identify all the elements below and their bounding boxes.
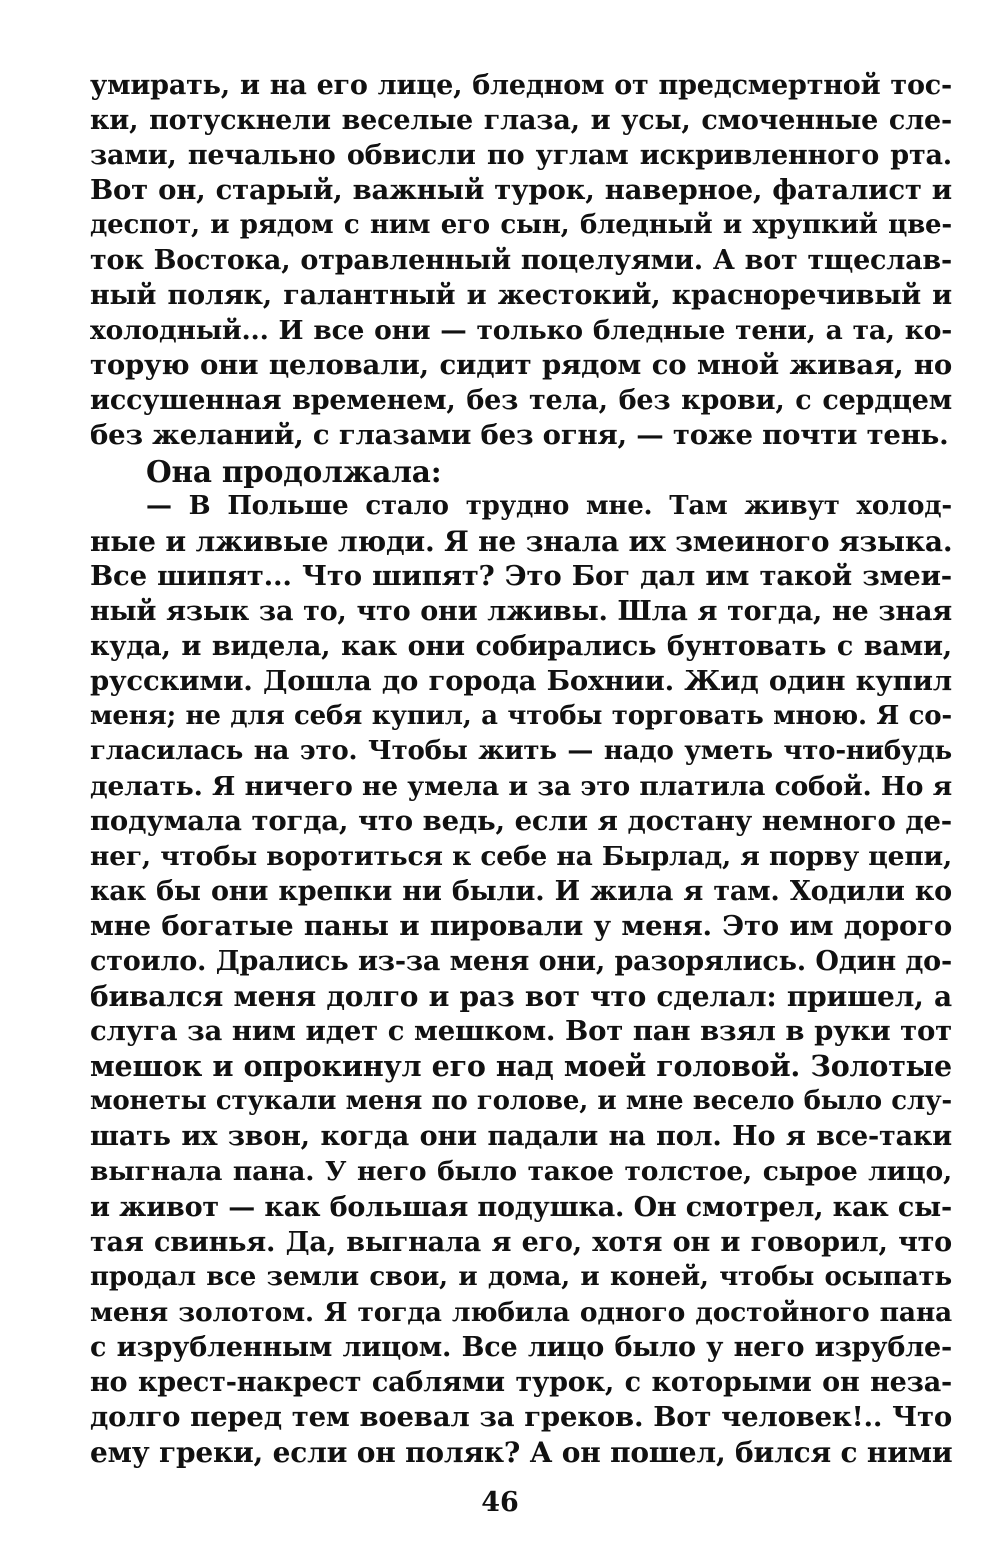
text-line: продал все земли свои, и дома, и коней, чтобы осыпать (90, 1261, 952, 1292)
text-line: без желаний, с глазами без огня, — тоже почти тень. (90, 419, 949, 452)
text-line: и живот — как большая подушка. Он смотрел, как сы- (90, 1191, 952, 1223)
text-line: холодный... И все они — только бледные тени, а та, ко- (90, 315, 952, 347)
text-line: Все шипят... Что шипят? Это Бог дал им такой змеи- (90, 559, 952, 592)
text-line: шать их звон, когда они падали на пол. Но я все-таки (90, 1121, 952, 1153)
text-line: русскими. Дошла до города Бохнии. Жид один купил (90, 664, 952, 697)
text-line: умирать, и на его лице, бледном от предсмертной тос- (90, 70, 952, 101)
text-line: монеты стукали меня по голове, и мне весело было слу- (90, 1086, 952, 1117)
text-line: куда, и видела, как они собирались бунтовать с вами, (90, 630, 952, 662)
text-line: зами, печально обвисли по углам искривленного рта. (90, 140, 952, 172)
text-line: выгнала пана. У него было такое толстое, сырое лицо, (90, 1156, 952, 1188)
page-body-text (90, 68, 952, 1470)
text-line: ки, потускнели веселые глаза, и усы, смоченные сле- (90, 105, 952, 137)
text-line: меня; не для себя купил, а чтобы торговать мною. Я со- (90, 700, 952, 731)
text-line: иссушенная временем, без тела, без крови, с сердцем (90, 385, 952, 417)
text-line: ный поляк, галантный и жестокий, красноречивый и (90, 280, 952, 312)
text-line: долго перед тем воевал за греков. Вот человек!.. Что (90, 1400, 952, 1433)
page-number: 46 (481, 1487, 519, 1518)
text-line: ные и лживые люди. Я не знала их змеиного языка. (90, 524, 953, 558)
text-line: с изрубленным лицом. Все лицо было у него изрубле- (90, 1331, 952, 1363)
text-line: слуга за ним идет с мешком. Вот пан взял в руки тот (90, 1015, 952, 1048)
text-line: деспот, и рядом с ним его сын, бледный и хрупкий цве- (90, 210, 952, 241)
text-line: Вот он, старый, важный турок, наверное, фаталист и (90, 174, 952, 207)
text-line: торую они целовали, сидит рядом со мной живая, но (90, 349, 952, 382)
text-line: ток Востока, отравленный поцелуями. А вот тщеслав- (90, 245, 952, 277)
text-line: стоило. Дрались из-за меня они, разорялись. Один до- (90, 946, 952, 978)
text-line: нег, чтобы воротиться к себе на Бырлад, я порву цепи, (90, 841, 952, 873)
text-line: мешок и опрокинул его над моей головой. Золотые (90, 1049, 952, 1084)
text-line: меня золотом. Я тогда любила одного достойного пана (90, 1296, 952, 1328)
text-line: бивался меня долго и раз вот что сделал: пришел, а (90, 980, 952, 1014)
text-line: ный язык за то, что они лживы. Шла я тогда, не зная (90, 595, 952, 627)
text-line: ему греки, если он поляк? А он пошел, бился с ними (90, 1435, 953, 1469)
text-line: Она продолжала: (146, 453, 442, 489)
text-line: делать. Я ничего не умела и за это платила собой. Но я (90, 770, 952, 802)
text-line: гласилась на это. Чтобы жить — надо уметь что-нибудь (90, 735, 952, 766)
text-line: как бы они крепки ни были. И жила я там. Ходили ко (90, 876, 952, 908)
text-line: подумала тогда, что ведь, если я достану немного де- (90, 804, 952, 837)
text-line: — В Польше стало трудно мне. Там живут холод- (146, 490, 952, 521)
text-line: тая свинья. Да, выгнала я его, хотя он и говорил, что (90, 1226, 952, 1258)
text-line: мне богатые паны и пировали у меня. Это им дорого (90, 910, 952, 943)
text-line: но крест-накрест саблями турок, с которыми он неза- (90, 1366, 952, 1398)
